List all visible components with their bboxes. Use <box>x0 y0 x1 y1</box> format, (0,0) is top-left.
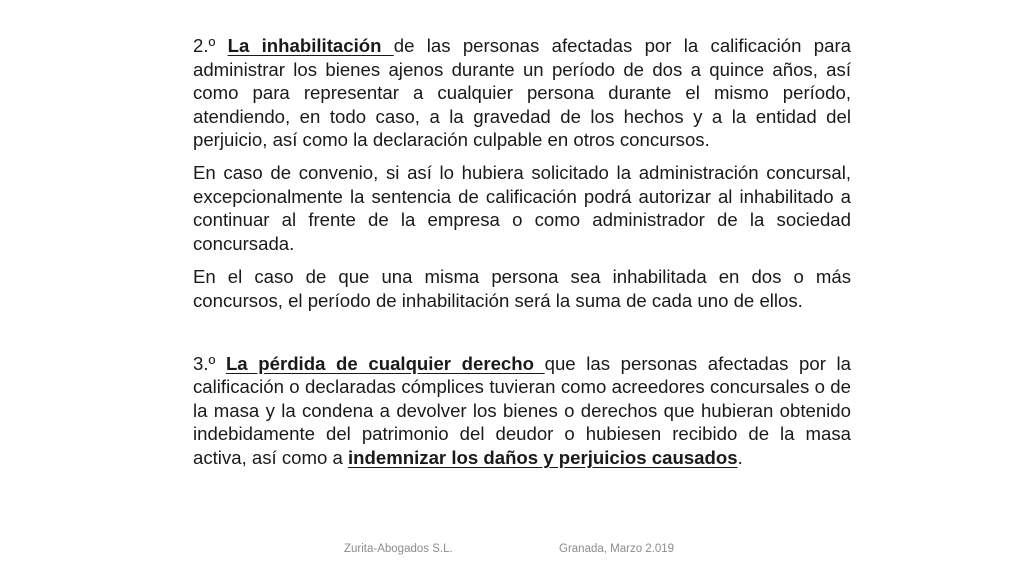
paragraph-text: En caso de convenio, si así lo hubiera solicitado la administración concursal, excepcionalmente la sentencia de calificación podrá autorizar al inhabilitado a continuar al frente de la empresa o como administrador de la sociedad concursada. <box>193 161 851 254</box>
paragraph-convenio <box>193 161 851 255</box>
perdida-derecho-heading: La pérdida de cualquier derecho <box>225 352 545 374</box>
item-number: 2.º <box>193 35 228 56</box>
item-number: 3.º <box>193 352 226 374</box>
paragraph-text: de las personas afectadas por la calificación para administrar los bienes ajenos durante un período de dos a quince años, así como para representar a cualquier persona durante el mismo período, atendiendo, en todo caso, a la gravedad de los hechos y a la entidad del perjuicio, así como la declaración culpable en otros concursos. <box>193 35 851 151</box>
footer-firm-name: Zurita-Abogados S.L. <box>344 543 453 555</box>
paragraph-suma-inhabilitacion <box>193 265 851 312</box>
paragraph-end: . <box>737 446 743 468</box>
paragraph-text: En el caso de que una misma persona sea inhabilitada en dos o más concursos, el período de inhabilitación será la suma de cada uno de ellos. <box>193 266 851 311</box>
paragraph-inhabilitacion <box>193 34 851 152</box>
paragraph-text: que las personas afectadas por la calificación o declaradas cómplices tuvieran como acreedores concursales o de la masa y la condena a devolver los bienes o derechos que hubieran obtenido indebidamente del patrimonio del deudor o hubiesen recibido de la masa activa, así como a <box>193 352 852 468</box>
slide-body <box>193 34 851 470</box>
paragraph-perdida-derecho <box>193 352 851 470</box>
inhabilitacion-heading: La inhabilitación <box>227 35 394 56</box>
indemnizar-emphasis: indemnizar los daños y perjuicios causados <box>348 446 738 468</box>
footer-place-date: Granada, Marzo 2.019 <box>559 543 675 555</box>
